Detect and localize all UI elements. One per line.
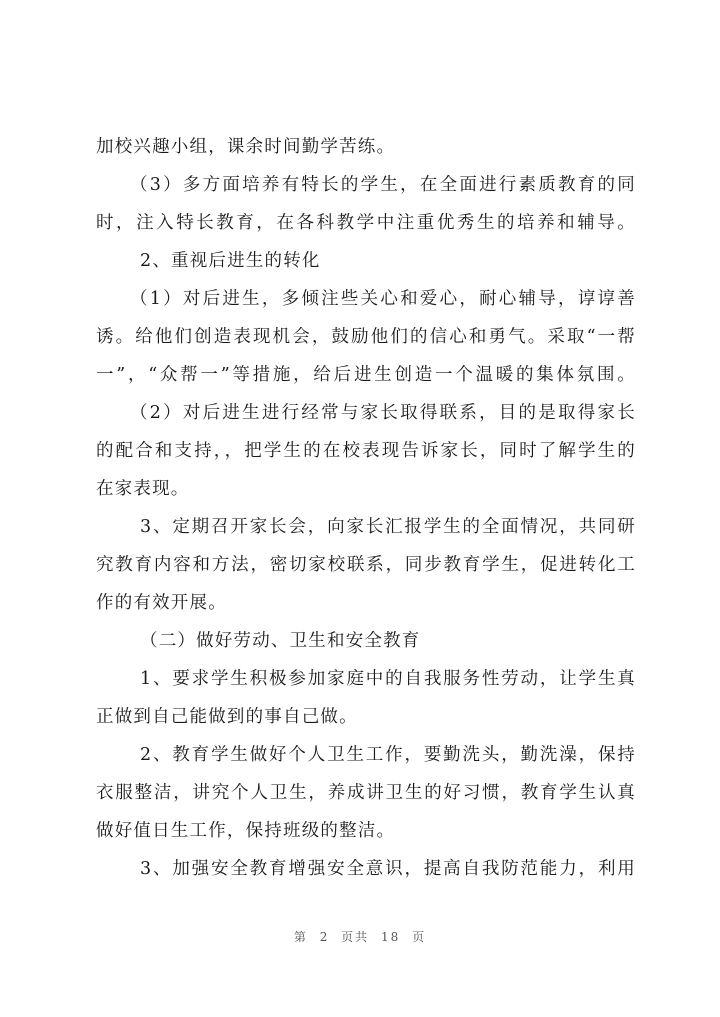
text-line: 的配合和支持，，把学生的在校表现告诉家长，同时了解学生的	[96, 441, 636, 461]
text-line: 衣服整洁，讲究个人卫生，养成讲卫生的好习惯，教育学生认真	[96, 783, 636, 803]
section-heading: （二）做好劳动、卫生和安全教育	[140, 631, 421, 651]
text-line: 正做到自己能做到的事自己做。	[96, 707, 358, 727]
text-line: （1）对后进生，多倾注些关心和爱心，耐心辅导，谆谆善	[130, 289, 636, 309]
text-line: 做好值日生工作，保持班级的整洁。	[96, 821, 396, 841]
document-body	[96, 128, 636, 888]
text-line: 在家表现。	[96, 479, 190, 499]
text-line: 2、教育学生做好个人卫生工作，要勤洗头，勤洗澡，保持	[140, 745, 636, 765]
text-line: 作的有效开展。	[96, 593, 227, 613]
text-line: 3、加强安全教育增强安全意识，提高自我防范能力，利用	[140, 859, 636, 879]
text-line: 一”，“众帮一”等措施，给后进生创造一个温暖的集体氛围。	[96, 365, 636, 385]
text-line: （2）对后进生进行经常与家长取得联系，目的是取得家长	[130, 403, 636, 423]
page-number-footer: 第 2 页共 18 页	[293, 930, 427, 944]
text-line: 3、定期召开家长会，向家长汇报学生的全面情况，共同研	[140, 517, 636, 537]
text-line: 究教育内容和方法，密切家校联系，同步教育学生，促进转化工	[96, 555, 636, 575]
text-line: （3）多方面培养有特长的学生，在全面进行素质教育的同	[130, 175, 636, 195]
text-line: 1、要求学生积极参加家庭中的自我服务性劳动，让学生真	[140, 669, 636, 689]
section-heading: 2、重视后进生的转化	[140, 251, 321, 271]
text-line: 时，注入特长教育，在各科教学中注重优秀生的培养和辅导。	[96, 213, 636, 233]
text-line: 诱。给他们创造表现机会，鼓励他们的信心和勇气。采取“一帮	[96, 327, 636, 347]
text-line: 加校兴趣小组，课余时间勤学苦练。	[96, 137, 396, 157]
